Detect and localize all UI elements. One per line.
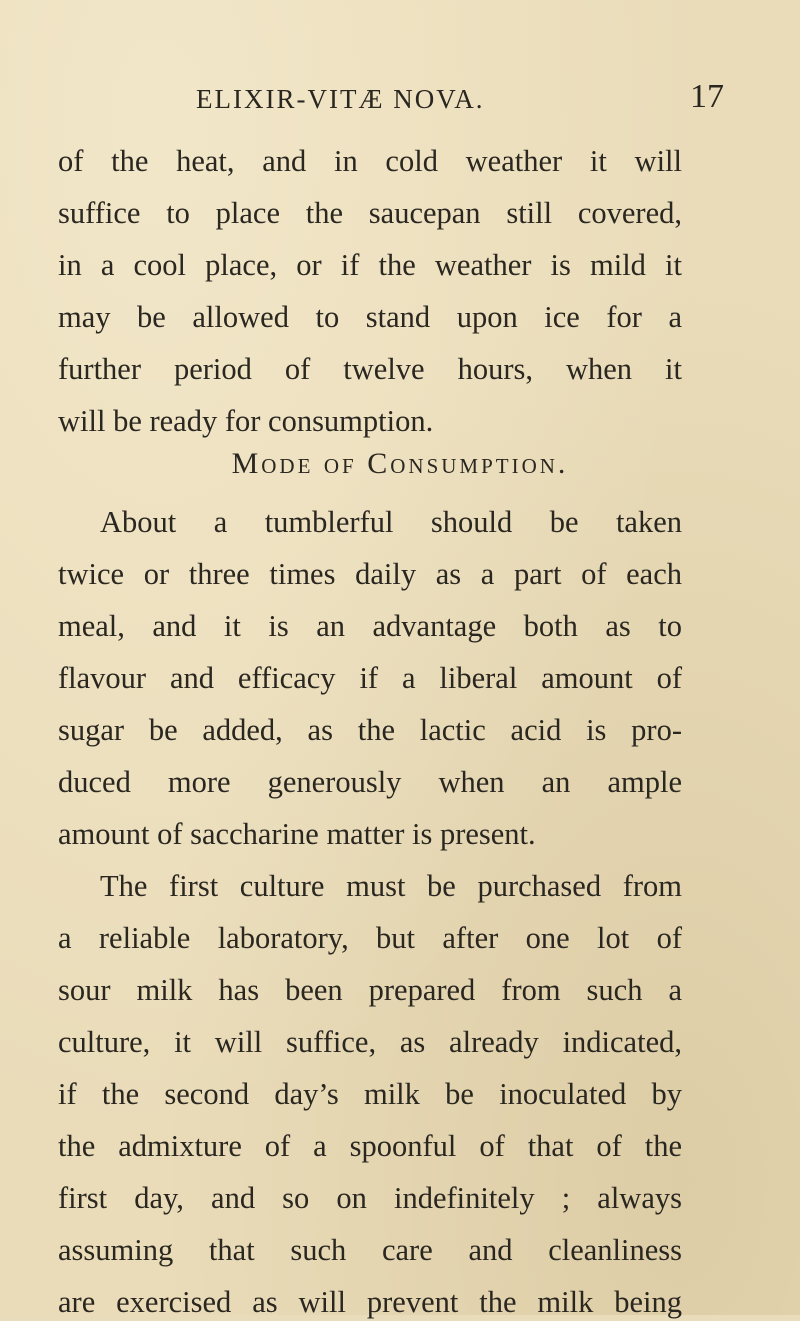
text-line: amount of saccharine matter is present. xyxy=(58,817,536,851)
text-line: assuming that such care and cleanliness xyxy=(58,1233,682,1267)
text-line: in a cool place, or if the weather is mild it xyxy=(58,248,682,282)
text-line: About a tumblerful should be taken xyxy=(100,505,682,539)
section-heading: Mode of Consumption. xyxy=(231,447,569,480)
text-line: twice or three times daily as a part of each xyxy=(58,557,682,591)
page-header xyxy=(0,76,800,116)
text-line: sugar be added, as the lactic acid is pro- xyxy=(58,713,682,747)
running-title: ELIXIR-VITÆ NOVA. xyxy=(196,84,485,114)
text-line: culture, it will suffice, as already indicated, xyxy=(58,1025,682,1059)
text-line: may be allowed to stand upon ice for a xyxy=(58,300,682,334)
text-line: are exercised as will prevent the milk being xyxy=(58,1285,682,1319)
text-line: the admixture of a spoonful of that of the xyxy=(58,1129,682,1163)
text-line: of the heat, and in cold weather it will xyxy=(58,144,682,178)
text-line: first day, and so on indefinitely ; always xyxy=(58,1181,682,1215)
text-line: The first culture must be purchased from xyxy=(100,869,682,903)
text-line: duced more generously when an ample xyxy=(58,765,682,799)
text-line: will be ready for consumption. xyxy=(58,404,434,438)
page-number: 17 xyxy=(690,78,724,115)
text-line: flavour and efficacy if a liberal amount of xyxy=(58,661,682,695)
text-line: meal, and it is an advantage both as to xyxy=(58,609,682,643)
text-line: suffice to place the saucepan still covered, xyxy=(58,196,682,230)
text-line: sour milk has been prepared from such a xyxy=(58,973,682,1007)
text-line: further period of twelve hours, when it xyxy=(58,352,682,386)
text-line: a reliable laboratory, but after one lot of xyxy=(58,921,682,955)
text-line: if the second day’s milk be inoculated by xyxy=(58,1077,682,1111)
